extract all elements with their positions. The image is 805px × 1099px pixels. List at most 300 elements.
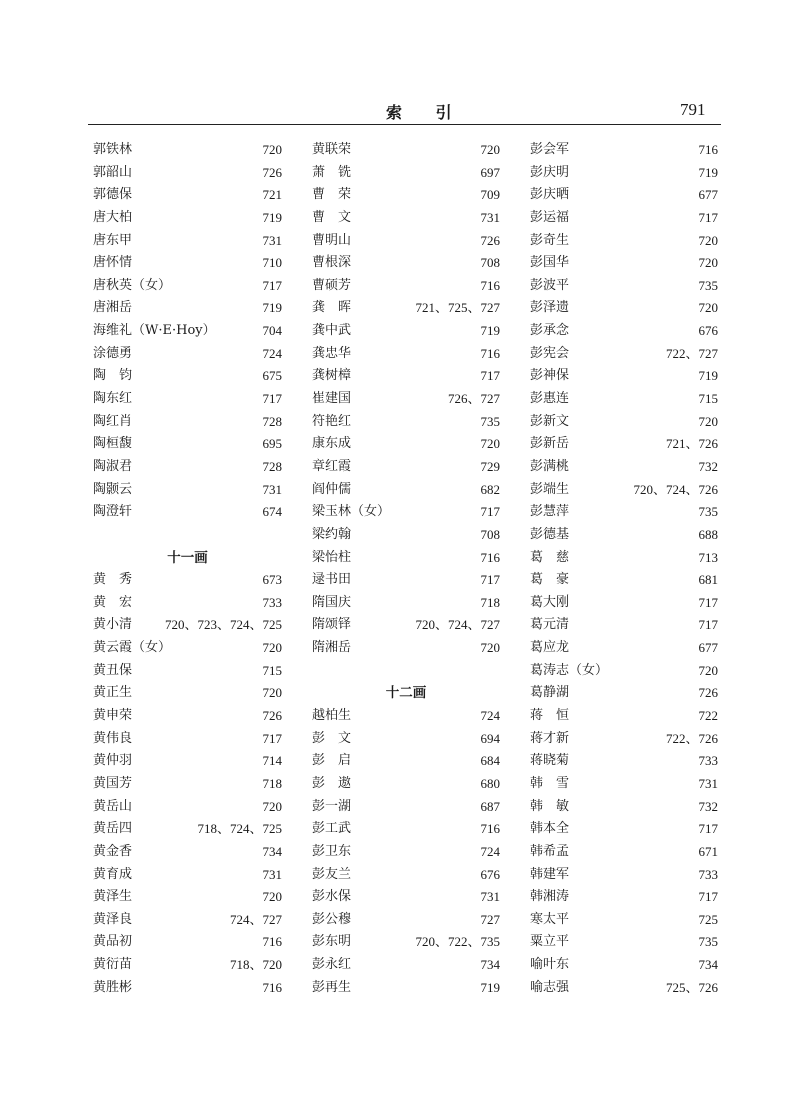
index-entry (312, 547, 500, 570)
index-entry (312, 637, 500, 660)
index-entry (312, 343, 500, 366)
entry-name: 彭友兰 (312, 866, 352, 882)
index-entry (530, 660, 718, 683)
entry-pages: 720 (262, 142, 282, 157)
entry-name: 黄品初 (93, 934, 133, 950)
index-entry (93, 297, 282, 320)
entry-name: 葛大刚 (530, 594, 570, 610)
index-entry (312, 207, 500, 230)
index-entry (93, 977, 282, 1000)
entry-pages: 716 (480, 549, 500, 565)
index-entry (530, 931, 718, 954)
index-entry (93, 931, 282, 954)
entry-pages: 694 (480, 730, 500, 746)
entry-name: 龚树樟 (312, 368, 352, 384)
entry-name: 崔建国 (312, 391, 352, 407)
entry-name: 黄岳山 (93, 798, 133, 814)
entry-name: 韩 雪 (530, 775, 570, 791)
entry-name: 彭新文 (530, 413, 570, 429)
index-entry (530, 184, 718, 207)
index-entry (93, 433, 282, 456)
entry-pages: 720 (698, 255, 718, 271)
entry-name: 郭韶山 (93, 164, 133, 180)
entry-name: 逯书田 (312, 572, 352, 588)
entry-pages: 725、726 (665, 979, 718, 995)
entry-name: 寒太平 (530, 911, 570, 927)
entry-name: 梁怡柱 (312, 549, 352, 565)
entry-pages: 720 (480, 142, 500, 157)
index-entry (312, 796, 500, 819)
entry-pages: 718 (480, 594, 500, 610)
index-entry (530, 864, 718, 887)
entry-name: 梁玉林（女） (312, 504, 391, 520)
entry-pages: 728 (262, 458, 282, 474)
entry-name: 彭会军 (530, 142, 570, 157)
entry-pages: 713 (698, 549, 718, 565)
entry-name: 彭泽遗 (530, 300, 570, 316)
entry-name: 曹根深 (312, 255, 352, 271)
entry-pages: 677 (698, 640, 718, 656)
page-number: 791 (680, 100, 706, 119)
index-entry (312, 909, 500, 932)
entry-pages: 726 (262, 164, 282, 180)
entry-name: 唐大柏 (93, 209, 133, 225)
entry-pages: 719 (480, 323, 500, 339)
index-entry (530, 728, 718, 751)
entry-pages: 729 (480, 458, 500, 474)
entry-pages: 720、722、735 (415, 934, 500, 950)
entry-pages: 717 (698, 617, 718, 633)
entry-name: 彭宪会 (530, 345, 570, 361)
entry-name: 彭满桃 (530, 458, 570, 474)
entry-pages: 721、725、727 (415, 300, 500, 316)
entry-name: 彭庆明 (530, 164, 570, 180)
index-entry (530, 977, 718, 1000)
index-entry (530, 230, 718, 253)
index-entry (312, 456, 500, 479)
entry-pages: 717 (262, 730, 282, 746)
index-entry (530, 705, 718, 728)
entry-pages: 709 (480, 187, 500, 203)
index-entry (93, 365, 282, 388)
entry-pages: 704 (262, 323, 282, 339)
entry-name: 黄泽生 (93, 889, 133, 905)
entry-name: 龚忠华 (312, 345, 352, 361)
index-entry (312, 614, 500, 637)
entry-name: 陶颢云 (93, 481, 133, 497)
index-entry (312, 411, 500, 434)
entry-pages: 717 (698, 821, 718, 837)
index-entry (530, 773, 718, 796)
index-entry (312, 864, 500, 887)
entry-name: 彭 文 (312, 730, 352, 746)
index-column-2 (312, 139, 500, 999)
entry-name: 萧 铣 (312, 164, 352, 180)
entry-pages: 717 (698, 594, 718, 610)
index-entry (312, 773, 500, 796)
entry-name: 康东成 (312, 436, 352, 452)
entry-name: 黄岳四 (93, 821, 133, 837)
entry-name: 隋颂铎 (312, 617, 352, 633)
entry-pages: 731 (262, 232, 282, 248)
entry-name: 黄正生 (93, 685, 133, 701)
entry-pages: 722、727 (665, 345, 718, 361)
entry-pages: 717 (698, 889, 718, 905)
entry-pages: 684 (480, 753, 500, 769)
entry-name: 陶澄轩 (93, 504, 133, 520)
index-entry (93, 886, 282, 909)
index-entry (312, 388, 500, 411)
entry-name: 黄伟良 (93, 730, 133, 746)
entry-pages: 720 (698, 662, 718, 678)
entry-name: 越柏生 (312, 708, 352, 724)
entry-pages: 719 (698, 164, 718, 180)
entry-name: 陶红肖 (93, 413, 133, 429)
entry-pages: 720 (698, 413, 718, 429)
index-entry (93, 139, 282, 162)
entry-name: 海维礼（W·E·Hoy） (93, 323, 216, 339)
entry-pages: 733 (262, 594, 282, 610)
entry-name: 彭波平 (530, 277, 570, 293)
entry-name: 唐怀情 (93, 255, 133, 271)
entry-name: 彭再生 (312, 979, 352, 995)
entry-pages: 720、723、724、725 (164, 617, 282, 633)
page-header-title: 索 引 (386, 103, 466, 122)
index-entry (93, 252, 282, 275)
entry-name: 陶东红 (93, 391, 133, 407)
entry-pages: 720 (480, 436, 500, 452)
entry-pages: 697 (480, 164, 500, 180)
entry-pages: 673 (262, 572, 282, 588)
entry-name: 彭庆晒 (530, 187, 570, 203)
entry-pages: 716 (262, 934, 282, 950)
entry-name: 彭 启 (312, 753, 352, 769)
entry-pages: 695 (262, 436, 282, 452)
entry-pages: 720 (262, 889, 282, 905)
entry-name: 彭新岳 (530, 436, 570, 452)
entry-name: 黄云霞（女） (93, 640, 172, 656)
index-entry (93, 773, 282, 796)
index-entry (530, 162, 718, 185)
entry-pages: 731 (262, 481, 282, 497)
entry-pages: 717 (698, 209, 718, 225)
index-entry (93, 343, 282, 366)
index-entry (93, 230, 282, 253)
entry-name: 葛应龙 (530, 640, 570, 656)
entry-pages: 734 (262, 843, 282, 859)
index-entry (93, 162, 282, 185)
entry-name: 彭水保 (312, 889, 352, 905)
entry-name: 彭 遨 (312, 775, 352, 791)
index-entry (530, 796, 718, 819)
entry-name: 喻叶东 (530, 957, 570, 973)
entry-pages: 718、720 (229, 957, 282, 973)
entry-name: 黄泽良 (93, 911, 133, 927)
index-entry (312, 750, 500, 773)
entry-pages: 731 (480, 209, 500, 225)
index-entry (93, 637, 282, 660)
index-entry (312, 728, 500, 751)
index-entry (312, 139, 500, 162)
entry-pages: 720 (698, 232, 718, 248)
entry-name: 龚中武 (312, 323, 352, 339)
entry-name: 隋国庆 (312, 594, 352, 610)
entry-name: 葛 慈 (530, 549, 570, 565)
index-entry (530, 365, 718, 388)
index-entry (93, 705, 282, 728)
entry-name: 彭卫东 (312, 843, 352, 859)
index-entry (93, 728, 282, 751)
entry-name: 黄丑保 (93, 662, 133, 678)
entry-pages: 677 (698, 187, 718, 203)
index-entry (530, 569, 718, 592)
entry-name: 曹 荣 (312, 187, 352, 203)
index-entry (312, 841, 500, 864)
index-entry (93, 411, 282, 434)
entry-name: 喻志强 (530, 979, 570, 995)
index-entry (530, 433, 718, 456)
index-column-3 (530, 139, 718, 999)
index-entry (530, 954, 718, 977)
entry-pages: 721 (262, 187, 282, 203)
entry-name: 蒋才新 (530, 730, 570, 746)
entry-name: 隋湘岳 (312, 640, 352, 656)
index-entry (312, 524, 500, 547)
index-entry (312, 297, 500, 320)
index-entry (93, 796, 282, 819)
entry-pages: 720 (262, 798, 282, 814)
entry-pages: 734 (480, 957, 500, 973)
entry-name: 黄申荣 (93, 708, 133, 724)
entry-name: 韩建军 (530, 866, 570, 882)
entry-pages: 726 (262, 708, 282, 724)
entry-name: 韩湘涛 (530, 889, 570, 905)
entry-name: 黄小清 (93, 617, 133, 633)
index-entry (530, 818, 718, 841)
entry-name: 韩希孟 (530, 843, 570, 859)
entry-name: 黄 秀 (93, 572, 133, 588)
entry-pages: 715 (698, 391, 718, 407)
entry-pages: 687 (480, 798, 500, 814)
index-entry (93, 569, 282, 592)
entry-name: 彭端生 (530, 481, 570, 497)
entry-name: 蒋 恒 (530, 708, 570, 724)
index-entry (312, 931, 500, 954)
entry-name: 曹明山 (312, 232, 352, 248)
entry-pages: 732 (698, 798, 718, 814)
index-entry (312, 433, 500, 456)
index-entry (530, 343, 718, 366)
entry-name: 涂德勇 (93, 345, 133, 361)
entry-name: 彭永红 (312, 957, 352, 973)
entry-name: 彭东明 (312, 934, 352, 950)
entry-name: 梁约翰 (312, 526, 352, 542)
entry-name: 唐秋英（女） (93, 277, 172, 293)
entry-name: 彭奇生 (530, 232, 570, 248)
index-entry (530, 207, 718, 230)
entry-pages: 718 (262, 775, 282, 791)
index-entry (312, 569, 500, 592)
entry-pages: 680 (480, 775, 500, 791)
index-entry (530, 637, 718, 660)
entry-pages: 688 (698, 526, 718, 542)
entry-name: 曹 文 (312, 209, 352, 225)
index-entry (93, 592, 282, 615)
index-entry (312, 365, 500, 388)
entry-name: 唐东甲 (93, 232, 133, 248)
entry-pages: 726 (698, 685, 718, 701)
entry-pages: 676 (480, 866, 500, 882)
index-entry (530, 139, 718, 162)
entry-pages: 716 (480, 821, 500, 837)
index-entry (530, 614, 718, 637)
index-entry (530, 456, 718, 479)
entry-pages: 731 (698, 775, 718, 791)
index-entry (93, 864, 282, 887)
entry-pages: 724、727 (229, 911, 282, 927)
index-entry (93, 614, 282, 637)
entry-name: 彭工武 (312, 821, 352, 837)
entry-name: 阎仲儒 (312, 481, 352, 497)
entry-pages: 717 (480, 504, 500, 520)
index-entry (93, 388, 282, 411)
entry-pages: 731 (262, 866, 282, 882)
entry-pages: 719 (698, 368, 718, 384)
entry-pages: 716 (480, 345, 500, 361)
entry-name: 黄国芳 (93, 775, 133, 791)
entry-pages: 676 (698, 323, 718, 339)
index-entry (530, 501, 718, 524)
entry-pages: 735 (698, 934, 718, 950)
index-entry (312, 886, 500, 909)
entry-pages: 720 (262, 685, 282, 701)
entry-name: 彭一湖 (312, 798, 352, 814)
entry-pages: 731 (480, 889, 500, 905)
index-entry (93, 660, 282, 683)
entry-name: 葛静湖 (530, 685, 570, 701)
entry-name: 黄仲羽 (93, 753, 133, 769)
index-entry (312, 818, 500, 841)
index-entry (93, 207, 282, 230)
index-entry (93, 909, 282, 932)
entry-pages: 671 (698, 843, 718, 859)
entry-pages: 728 (262, 413, 282, 429)
entry-name: 彭运福 (530, 209, 570, 225)
index-entry (93, 320, 282, 343)
entry-name: 黄衍苗 (93, 957, 133, 973)
index-entry (93, 184, 282, 207)
entry-name: 陶淑君 (93, 458, 133, 474)
entry-pages: 724 (480, 843, 500, 859)
entry-name: 彭国华 (530, 255, 570, 271)
entry-pages: 726、727 (447, 391, 500, 407)
index-column-1 (93, 139, 282, 999)
index-entry (93, 750, 282, 773)
entry-name: 唐湘岳 (93, 300, 133, 316)
index-entry (530, 592, 718, 615)
entry-pages: 735 (698, 277, 718, 293)
index-entry (530, 682, 718, 705)
entry-name: 彭德基 (530, 526, 570, 542)
blank-line (93, 524, 282, 547)
index-entry (312, 954, 500, 977)
entry-name: 彭承念 (530, 323, 570, 339)
index-entry (530, 524, 718, 547)
entry-name: 彭慧萍 (530, 504, 570, 520)
entry-pages: 727 (480, 911, 500, 927)
index-entry (312, 705, 500, 728)
entry-pages: 708 (480, 526, 500, 542)
entry-name: 陶桓馥 (93, 436, 133, 452)
entry-pages: 724 (262, 345, 282, 361)
entry-name: 韩 敏 (530, 798, 570, 814)
entry-name: 符艳红 (312, 413, 352, 429)
index-entry (312, 592, 500, 615)
entry-name: 章红霞 (312, 458, 352, 474)
entry-pages: 719 (480, 979, 500, 995)
index-entry (530, 750, 718, 773)
entry-pages: 732 (698, 458, 718, 474)
entry-name: 粟立平 (530, 934, 570, 950)
stroke-count-heading: 十一画 (167, 549, 208, 566)
entry-name: 彭公穆 (312, 911, 352, 927)
entry-pages: 735 (480, 413, 500, 429)
header-rule (88, 124, 721, 125)
entry-pages: 716 (262, 979, 282, 995)
index-entry (530, 388, 718, 411)
entry-pages: 716 (698, 142, 718, 157)
entry-pages: 720 (698, 300, 718, 316)
entry-pages: 718、724、725 (197, 821, 282, 837)
entry-pages: 720、724、727 (415, 617, 500, 633)
entry-name: 蒋晓菊 (530, 753, 570, 769)
entry-name: 郭铁林 (93, 142, 133, 157)
entry-name: 黄 宏 (93, 594, 133, 610)
entry-pages: 715 (262, 662, 282, 678)
index-entry (530, 275, 718, 298)
entry-pages: 720 (262, 640, 282, 656)
entry-pages: 717 (262, 391, 282, 407)
index-entry (93, 818, 282, 841)
entry-pages: 717 (480, 572, 500, 588)
index-entry (93, 841, 282, 864)
entry-pages: 714 (262, 753, 282, 769)
entry-pages: 717 (262, 277, 282, 293)
entry-name: 彭惠连 (530, 391, 570, 407)
index-entry (530, 479, 718, 502)
entry-pages: 733 (698, 753, 718, 769)
index-entry (530, 320, 718, 343)
entry-pages: 710 (262, 255, 282, 271)
index-entry (93, 275, 282, 298)
index-entry (93, 954, 282, 977)
index-entry (530, 252, 718, 275)
entry-name: 葛 豪 (530, 572, 570, 588)
entry-pages: 716 (480, 277, 500, 293)
index-entry (530, 547, 718, 570)
index-entry (530, 297, 718, 320)
index-entry (93, 456, 282, 479)
entry-pages: 682 (480, 481, 500, 497)
entry-name: 龚 晖 (312, 300, 352, 316)
stroke-count-heading: 十二画 (385, 685, 427, 702)
entry-pages: 719 (262, 209, 282, 225)
entry-pages: 721、726 (665, 436, 718, 452)
entry-pages: 717 (480, 368, 500, 384)
index-entry (93, 682, 282, 705)
entry-name: 郭德保 (93, 187, 133, 203)
index-entry (93, 479, 282, 502)
